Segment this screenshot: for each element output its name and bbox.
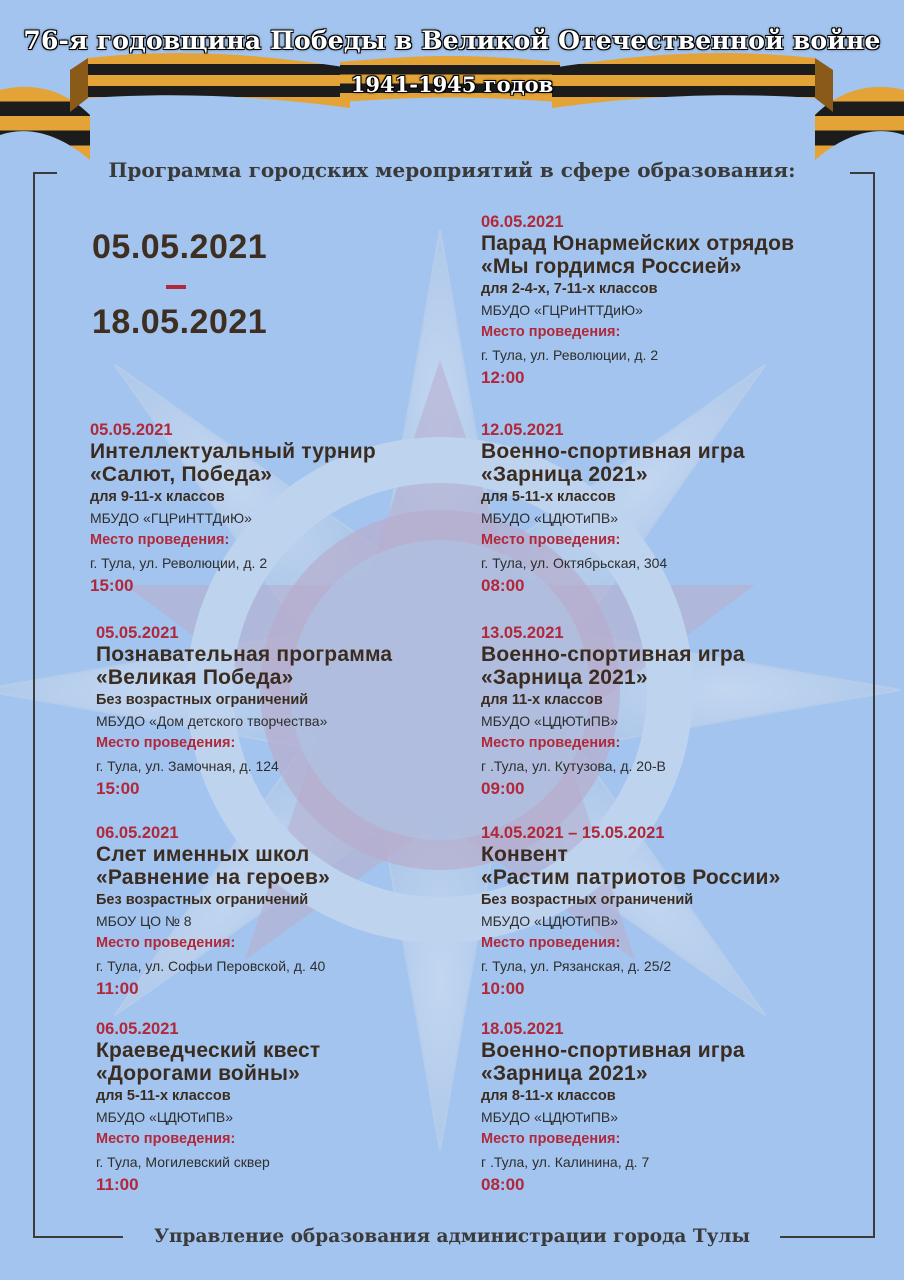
- event-place: г. Тула, ул. Софьи Перовской, д. 40: [96, 958, 326, 974]
- event-time: 08:00: [481, 1175, 525, 1194]
- event-place: г. Тула, ул. Революции, д. 2: [481, 347, 659, 363]
- event-place-label: Место проведения:: [481, 935, 621, 951]
- event-place: г. Тула, Могилевский сквер: [96, 1154, 270, 1170]
- event-date: 18.05.2021: [481, 1020, 564, 1038]
- event-time: 11:00: [96, 1175, 139, 1194]
- event-audience: Без возрастных ограничений: [96, 692, 309, 708]
- event-card: [96, 823, 476, 999]
- event-card: [96, 623, 476, 799]
- event-time: 10:00: [481, 979, 525, 998]
- frame-line: [33, 172, 35, 1238]
- event-time: 08:00: [481, 576, 525, 595]
- event-date: 06.05.2021: [96, 824, 179, 842]
- event-title: Конвент: [481, 843, 569, 866]
- date-range-end: 18.05.2021: [92, 303, 268, 341]
- event-title: Военно-спортивная игра: [481, 1039, 745, 1062]
- event-card: [481, 623, 861, 799]
- event-audience: для 2-4-х, 7-11-х классов: [481, 281, 658, 297]
- event-place-label: Место проведения:: [481, 1131, 621, 1147]
- event-time: 15:00: [90, 576, 134, 595]
- event-title: «Зарница 2021»: [481, 463, 648, 486]
- event-title: Военно-спортивная игра: [481, 440, 745, 463]
- event-time: 09:00: [481, 779, 525, 798]
- event-card: [481, 212, 861, 388]
- date-range-dash: [166, 285, 186, 289]
- event-place: г. Тула, ул. Рязанская, д. 25/2: [481, 958, 672, 974]
- event-title: Военно-спортивная игра: [481, 643, 745, 666]
- event-place-label: Место проведения:: [96, 935, 236, 951]
- event-organizer: МБУДО «ГЦРиНТТДиЮ»: [481, 302, 643, 318]
- event-card: [90, 420, 470, 596]
- event-place: г. Тула, ул. Октябрьская, 304: [481, 555, 668, 571]
- st-george-ribbon: [0, 40, 904, 170]
- event-title: Познавательная программа: [96, 643, 393, 666]
- event-audience: для 11-х классов: [481, 692, 603, 708]
- event-organizer: МБОУ ЦО № 8: [96, 913, 192, 929]
- event-place: г .Тула, ул. Калинина, д. 7: [481, 1154, 650, 1170]
- event-audience: для 5-11-х классов: [96, 1088, 231, 1104]
- event-organizer: МБУДО «Дом детского творчества»: [96, 713, 328, 729]
- event-audience: Без возрастных ограничений: [481, 892, 694, 908]
- event-title: «Равнение на героев»: [96, 866, 331, 889]
- event-place-label: Место проведения:: [96, 1131, 236, 1147]
- event-title: «Зарница 2021»: [481, 1062, 648, 1085]
- event-place-label: Место проведения:: [481, 324, 621, 340]
- event-place: г .Тула, ул. Кутузова, д. 20-В: [481, 758, 666, 774]
- event-title: «Салют, Победа»: [90, 463, 273, 486]
- date-range-start: 05.05.2021: [92, 228, 268, 266]
- event-date: 06.05.2021: [96, 1020, 179, 1038]
- event-place-label: Место проведения:: [90, 532, 230, 548]
- event-place: г. Тула, ул. Замочная, д. 124: [96, 758, 279, 774]
- header-years: 1941-1945 годов: [350, 72, 554, 97]
- event-title: Слет именных школ: [96, 843, 310, 866]
- event-date: 06.05.2021: [481, 213, 564, 231]
- event-title: «Зарница 2021»: [481, 666, 648, 689]
- event-audience: для 8-11-х классов: [481, 1088, 616, 1104]
- program-heading: Программа городских мероприятий в сфере образования:: [108, 158, 796, 182]
- event-audience: для 9-11-х классов: [90, 489, 225, 505]
- event-date: 14.05.2021 – 15.05.2021: [481, 824, 665, 842]
- footer-organization: Управление образования администрации города Тулы: [153, 1226, 751, 1247]
- event-organizer: МБУДО «ЦДЮТиПВ»: [481, 713, 618, 729]
- event-date: 05.05.2021: [96, 624, 179, 642]
- event-audience: Без возрастных ограничений: [96, 892, 309, 908]
- header-title: 76-я годовщина Победы в Великой Отечественной войне: [23, 26, 881, 55]
- event-title: «Мы гордимся Россией»: [481, 255, 742, 278]
- event-time: 12:00: [481, 368, 525, 387]
- event-organizer: МБУДО «ГЦРиНТТДиЮ»: [90, 510, 252, 526]
- event-title: Парад Юнармейских отрядов: [481, 232, 795, 255]
- event-title: «Растим патриотов России»: [481, 866, 781, 889]
- event-time: 15:00: [96, 779, 140, 798]
- event-title: «Дорогами войны»: [96, 1062, 300, 1085]
- event-organizer: МБУДО «ЦДЮТиПВ»: [481, 913, 618, 929]
- event-organizer: МБУДО «ЦДЮТиПВ»: [481, 1109, 618, 1125]
- event-place-label: Место проведения:: [96, 735, 236, 751]
- event-title: «Великая Победа»: [96, 666, 294, 689]
- event-place-label: Место проведения:: [481, 735, 621, 751]
- event-card: [96, 1019, 476, 1195]
- event-title: Краеведческий квест: [96, 1039, 321, 1062]
- event-card: [481, 420, 861, 596]
- event-date: 13.05.2021: [481, 624, 564, 642]
- event-title: Интеллектуальный турнир: [90, 440, 376, 463]
- event-card: [481, 1019, 861, 1195]
- event-place: г. Тула, ул. Революции, д. 2: [90, 555, 268, 571]
- event-organizer: МБУДО «ЦДЮТиПВ»: [96, 1109, 233, 1125]
- frame-line: [873, 172, 875, 1238]
- event-time: 11:00: [96, 979, 139, 998]
- event-date: 12.05.2021: [481, 421, 564, 439]
- event-place-label: Место проведения:: [481, 532, 621, 548]
- event-organizer: МБУДО «ЦДЮТиПВ»: [481, 510, 618, 526]
- event-audience: для 5-11-х классов: [481, 489, 616, 505]
- event-date: 05.05.2021: [90, 421, 173, 439]
- event-card: [481, 823, 861, 999]
